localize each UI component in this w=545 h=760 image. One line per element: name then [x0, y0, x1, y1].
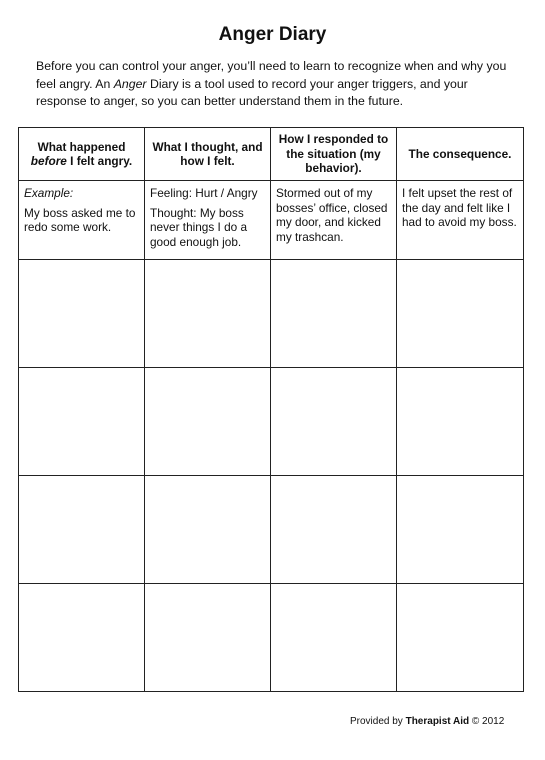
header-responded: How I responded to the situation (my behavior).: [271, 128, 397, 181]
entry-cell-thought[interactable]: [145, 368, 271, 476]
entry-cell-consequence[interactable]: [397, 260, 524, 368]
entry-row-4: [19, 584, 524, 692]
footer-credit: Provided by Therapist Aid © 2012: [350, 716, 505, 727]
example-happened-cell: [19, 181, 145, 260]
example-feeling-text: Feeling: Hurt / Angry: [150, 186, 258, 200]
example-label: Example:: [24, 186, 74, 200]
entry-cell-response[interactable]: [271, 368, 397, 476]
header-consequence: The consequence.: [397, 128, 524, 181]
entry-cell-response[interactable]: [271, 260, 397, 368]
example-happened-text: My boss asked me to redo some work.: [24, 205, 136, 234]
entry-cell-thought[interactable]: [145, 584, 271, 692]
header-thought-felt: What I thought, and how I felt.: [145, 128, 271, 181]
example-response-text: Stormed out of my bosses’ office, closed my door, and kicked my trashcan.: [276, 186, 388, 244]
entry-cell-thought[interactable]: [145, 476, 271, 584]
example-row: [19, 181, 524, 260]
header-what-happened: What happened before I felt angry.: [19, 128, 145, 181]
page-title: Anger Diary: [218, 24, 327, 45]
entry-row-3: [19, 476, 524, 584]
entry-cell-consequence[interactable]: [397, 584, 524, 692]
example-response-cell: [271, 181, 397, 260]
example-consequence-cell: [397, 181, 524, 260]
example-thought-text: Thought: My boss never things I do a good enough job.: [150, 205, 248, 249]
intro-emphasis: Anger: [113, 76, 147, 91]
intro-paragraph: [36, 58, 512, 111]
entry-cell-consequence[interactable]: [397, 368, 524, 476]
entry-cell-happened[interactable]: [19, 260, 145, 368]
entry-cell-consequence[interactable]: [397, 476, 524, 584]
intro-text-1: Before you can control your anger, you’ll need to learn to recognize when and why you feel angry. An: [36, 59, 507, 91]
example-thought-cell: [145, 181, 271, 260]
footer-brand: Therapist Aid: [405, 716, 470, 727]
entry-cell-response[interactable]: [271, 584, 397, 692]
entry-cell-happened[interactable]: [19, 584, 145, 692]
intro-text-2: Diary is a tool used to record your anger triggers, and your response to anger, so you can better understand them in the future.: [36, 76, 468, 108]
entry-row-2: [19, 368, 524, 476]
header-row: [19, 128, 524, 181]
entry-cell-happened[interactable]: [19, 476, 145, 584]
entry-cell-response[interactable]: [271, 476, 397, 584]
entry-row-1: [19, 260, 524, 368]
anger-diary-table: [18, 127, 524, 692]
entry-cell-thought[interactable]: [145, 260, 271, 368]
example-consequence-text: I felt upset the rest of the day and felt like I had to avoid my boss.: [402, 186, 517, 229]
entry-cell-happened[interactable]: [19, 368, 145, 476]
